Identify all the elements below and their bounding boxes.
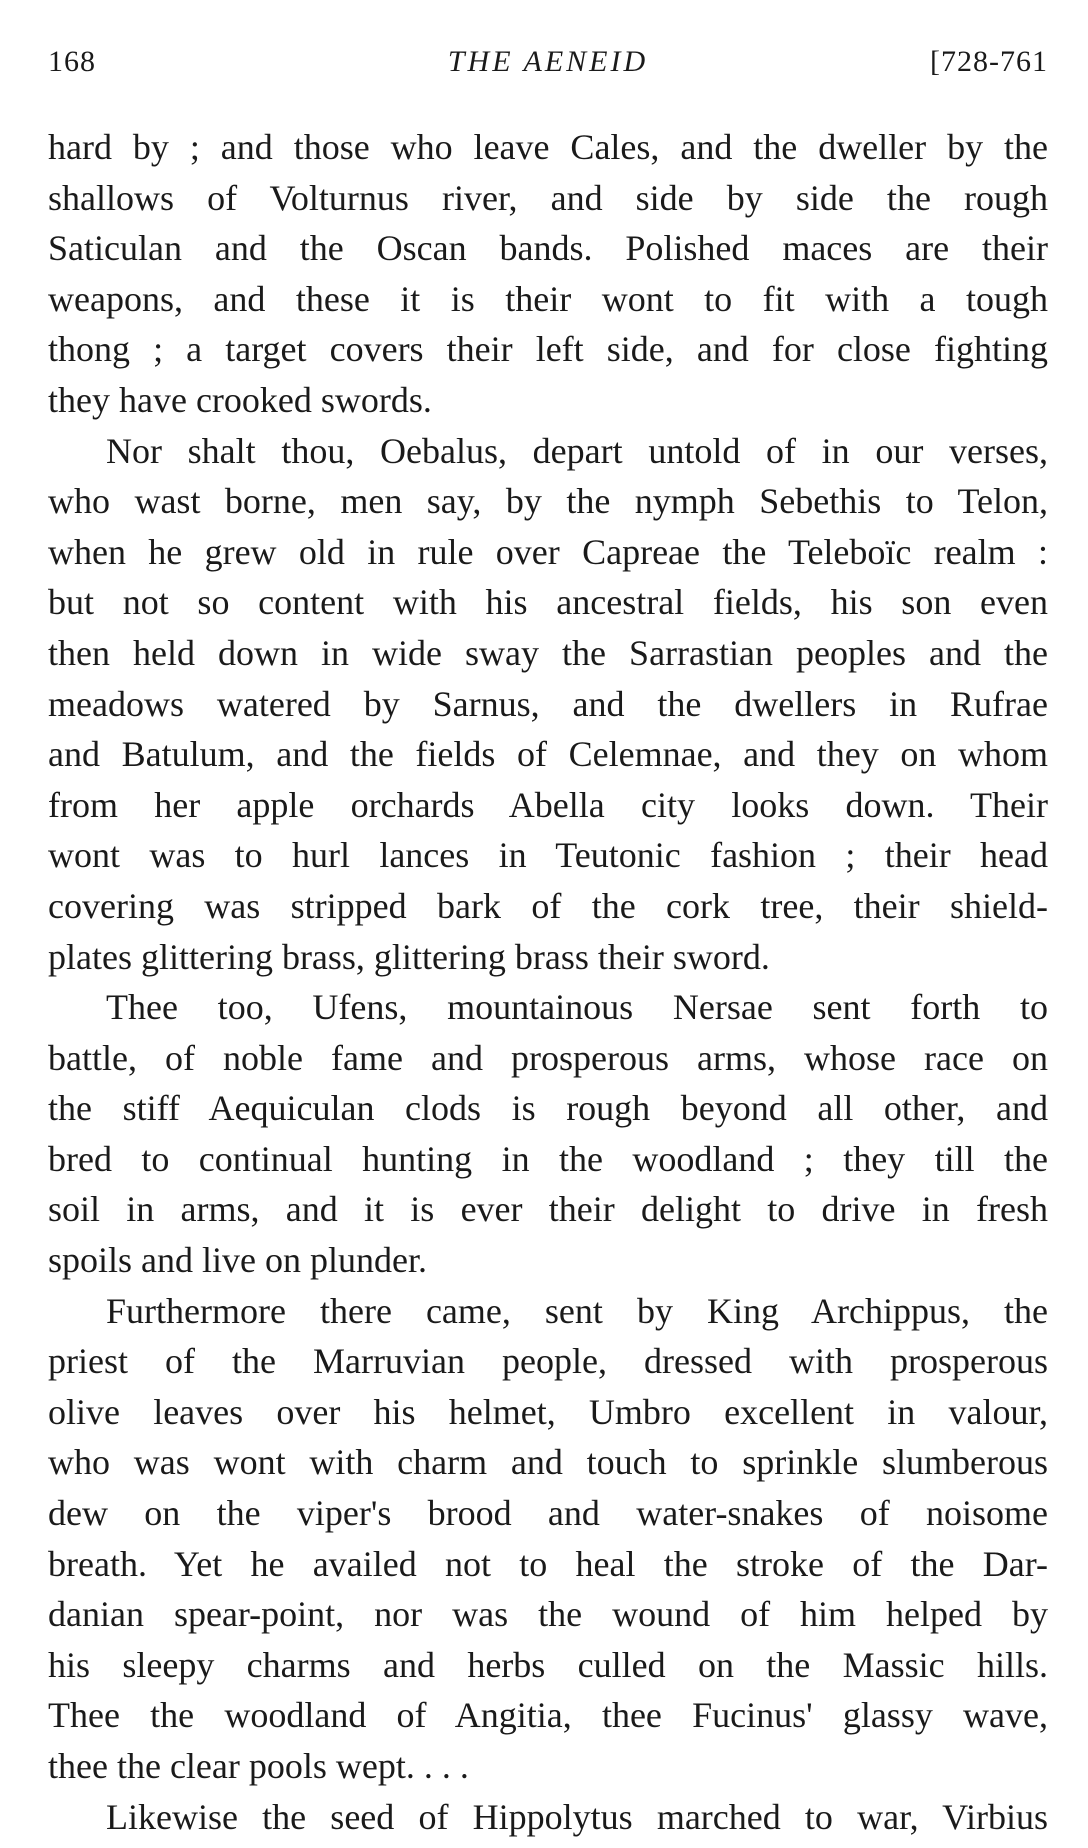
- text-line: Saticulan and the Oscan bands. Polished maces are their: [48, 228, 1048, 269]
- page-number: 168: [48, 45, 96, 78]
- body-text: [48, 122, 1048, 1842]
- text-line: who was wont with charm and touch to sprinkle slumberous: [48, 1442, 1048, 1483]
- text-line: wont was to hurl lances in Teutonic fashion ; their head: [48, 835, 1048, 876]
- text-line: battle, of noble fame and prosperous arms, whose race on: [48, 1037, 1048, 1078]
- text-line: spoils and live on plunder.: [48, 1240, 427, 1281]
- text-line: soil in arms, and it is ever their delight to drive in fresh: [48, 1189, 1048, 1230]
- text-line: they have crooked swords.: [48, 379, 432, 420]
- paragraph-continuation: [48, 122, 1048, 426]
- text-line: shallows of Volturnus river, and side by side the rough: [48, 177, 1048, 218]
- paragraph-oebalus: [48, 426, 1048, 983]
- text-line: Nor shalt thou, Oebalus, depart untold of in our verses,: [106, 430, 1048, 471]
- text-line: Thee the woodland of Angitia, thee Fucinus' glassy wave,: [48, 1695, 1048, 1736]
- text-line: hard by ; and those who leave Cales, and the dweller by the: [48, 127, 1048, 167]
- text-line: and Batulum, and the fields of Celemnae, and they on whom: [48, 734, 1048, 775]
- text-line: thee the clear pools wept. . . .: [48, 1746, 469, 1786]
- running-title: THE AENEID: [447, 45, 649, 78]
- text-line: priest of the Marruvian people, dressed with prosperous: [48, 1341, 1048, 1382]
- paragraph-umbro: [48, 1286, 1048, 1792]
- text-line: thong ; a target covers their left side, and for close fighting: [48, 329, 1048, 370]
- text-line: danian spear-point, nor was the wound of him helped by: [48, 1594, 1048, 1635]
- text-line: weapons, and these it is their wont to fit with a tough: [48, 278, 1048, 319]
- text-line: olive leaves over his helmet, Umbro excellent in valour,: [48, 1391, 1048, 1432]
- text-line: who wast borne, men say, by the nymph Sebethis to Telon,: [48, 481, 1048, 522]
- text-line: then held down in wide sway the Sarrastian peoples and the: [48, 632, 1048, 673]
- text-line: bred to continual hunting in the woodland ; they till the: [48, 1138, 1048, 1179]
- line-range: [728-761: [930, 45, 1048, 78]
- text-line: the stiff Aequiculan clods is rough beyond all other, and: [48, 1088, 1048, 1129]
- text-line: covering was stripped bark of the cork tree, their shield-: [48, 885, 1048, 926]
- paragraph-ufens: [48, 982, 1048, 1286]
- text-line: Furthermore there came, sent by King Archippus, the: [106, 1290, 1048, 1331]
- text-line: meadows watered by Sarnus, and the dwellers in Rufrae: [48, 683, 1048, 724]
- text-line: but not so content with his ancestral fields, his son even: [48, 582, 1048, 623]
- page-header: [48, 40, 1048, 84]
- text-line: Thee too, Ufens, mountainous Nersae sent forth to: [106, 987, 1048, 1028]
- text-line: plates glittering brass, glittering brass their sword.: [48, 936, 770, 977]
- text-line: from her apple orchards Abella city looks down. Their: [48, 784, 1048, 825]
- paragraph-virbius: [48, 1792, 1048, 1843]
- text-line: when he grew old in rule over Capreae the Teleboïc realm :: [48, 531, 1048, 572]
- text-line: Likewise the seed of Hippolytus marched to war, Virbius: [106, 1796, 1048, 1837]
- text-line: dew on the viper's brood and water-snakes of noisome: [48, 1493, 1048, 1534]
- text-line: breath. Yet he availed not to heal the stroke of the Dar-: [48, 1543, 1048, 1584]
- text-line: his sleepy charms and herbs culled on the Massic hills.: [48, 1644, 1048, 1685]
